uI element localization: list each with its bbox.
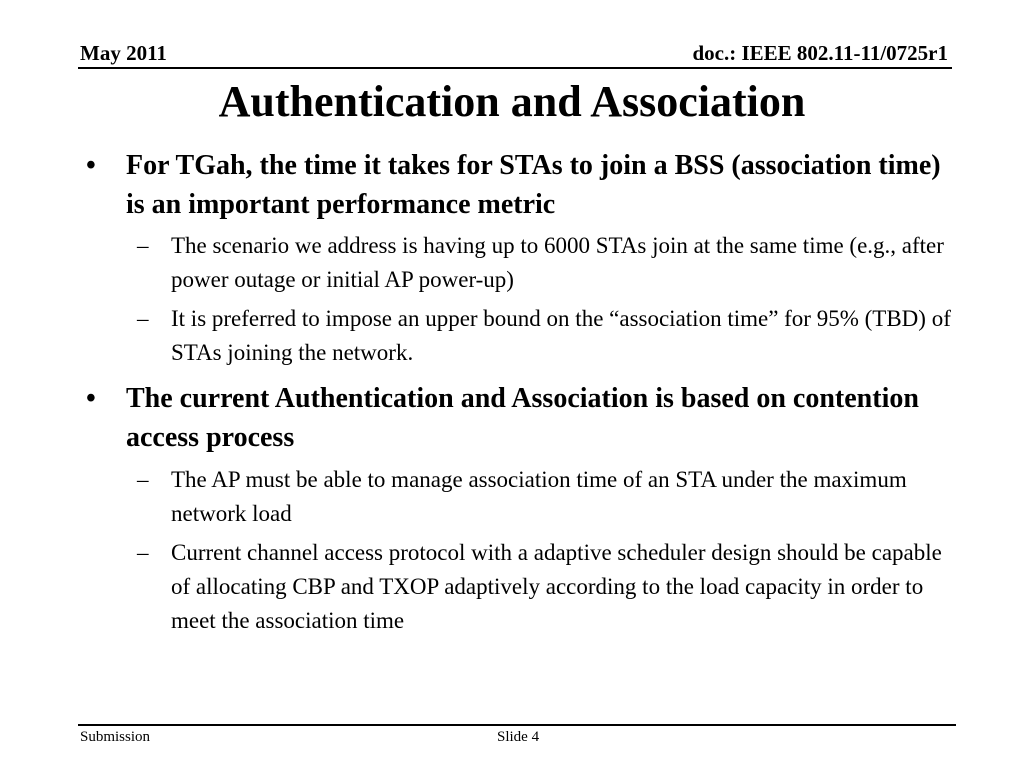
header-divider — [78, 67, 952, 69]
sub-bullet-item — [84, 229, 964, 297]
header-doc-id: doc.: IEEE 802.11-11/0725r1 — [692, 41, 948, 65]
dash-marker: – — [137, 467, 149, 492]
footer-divider — [78, 724, 956, 726]
slide-body — [84, 146, 964, 638]
bullet-marker: • — [86, 383, 96, 414]
bullet-item — [84, 146, 964, 224]
sub-bullet-item — [84, 302, 964, 370]
sub-bullet-text: It is preferred to impose an upper bound on the “association time” for 95% (TBD) of STAs joining the network. — [171, 306, 951, 365]
dash-marker: – — [137, 540, 149, 565]
sub-bullet-item — [84, 536, 964, 638]
bullet-text: For TGah, the time it takes for STAs to join a BSS (association time) is an important performance metric — [126, 150, 941, 220]
footer-submission: Submission — [80, 729, 151, 745]
bullet-item — [84, 379, 964, 457]
bullet-marker: • — [86, 150, 96, 181]
bullet-text: The current Authentication and Association is based on contention access process — [126, 383, 919, 453]
dash-marker: – — [137, 306, 149, 331]
sub-bullet-item — [84, 463, 964, 531]
header-date: May 2011 — [80, 41, 167, 65]
slide-title: Authentication and Association — [218, 77, 806, 126]
sub-bullet-text: The scenario we address is having up to 6000 STAs join at the same time (e.g., after power outage or initial AP power-up) — [171, 233, 944, 292]
dash-marker: – — [137, 233, 149, 258]
sub-bullet-text: The AP must be able to manage association time of an STA under the maximum network load — [171, 467, 907, 526]
footer-slide-number: Slide 4 — [497, 729, 540, 745]
sub-bullet-text: Current channel access protocol with a adaptive scheduler design should be capable of allocating CBP and TXOP adaptively according to the load capacity in order to meet the association time — [171, 540, 942, 633]
